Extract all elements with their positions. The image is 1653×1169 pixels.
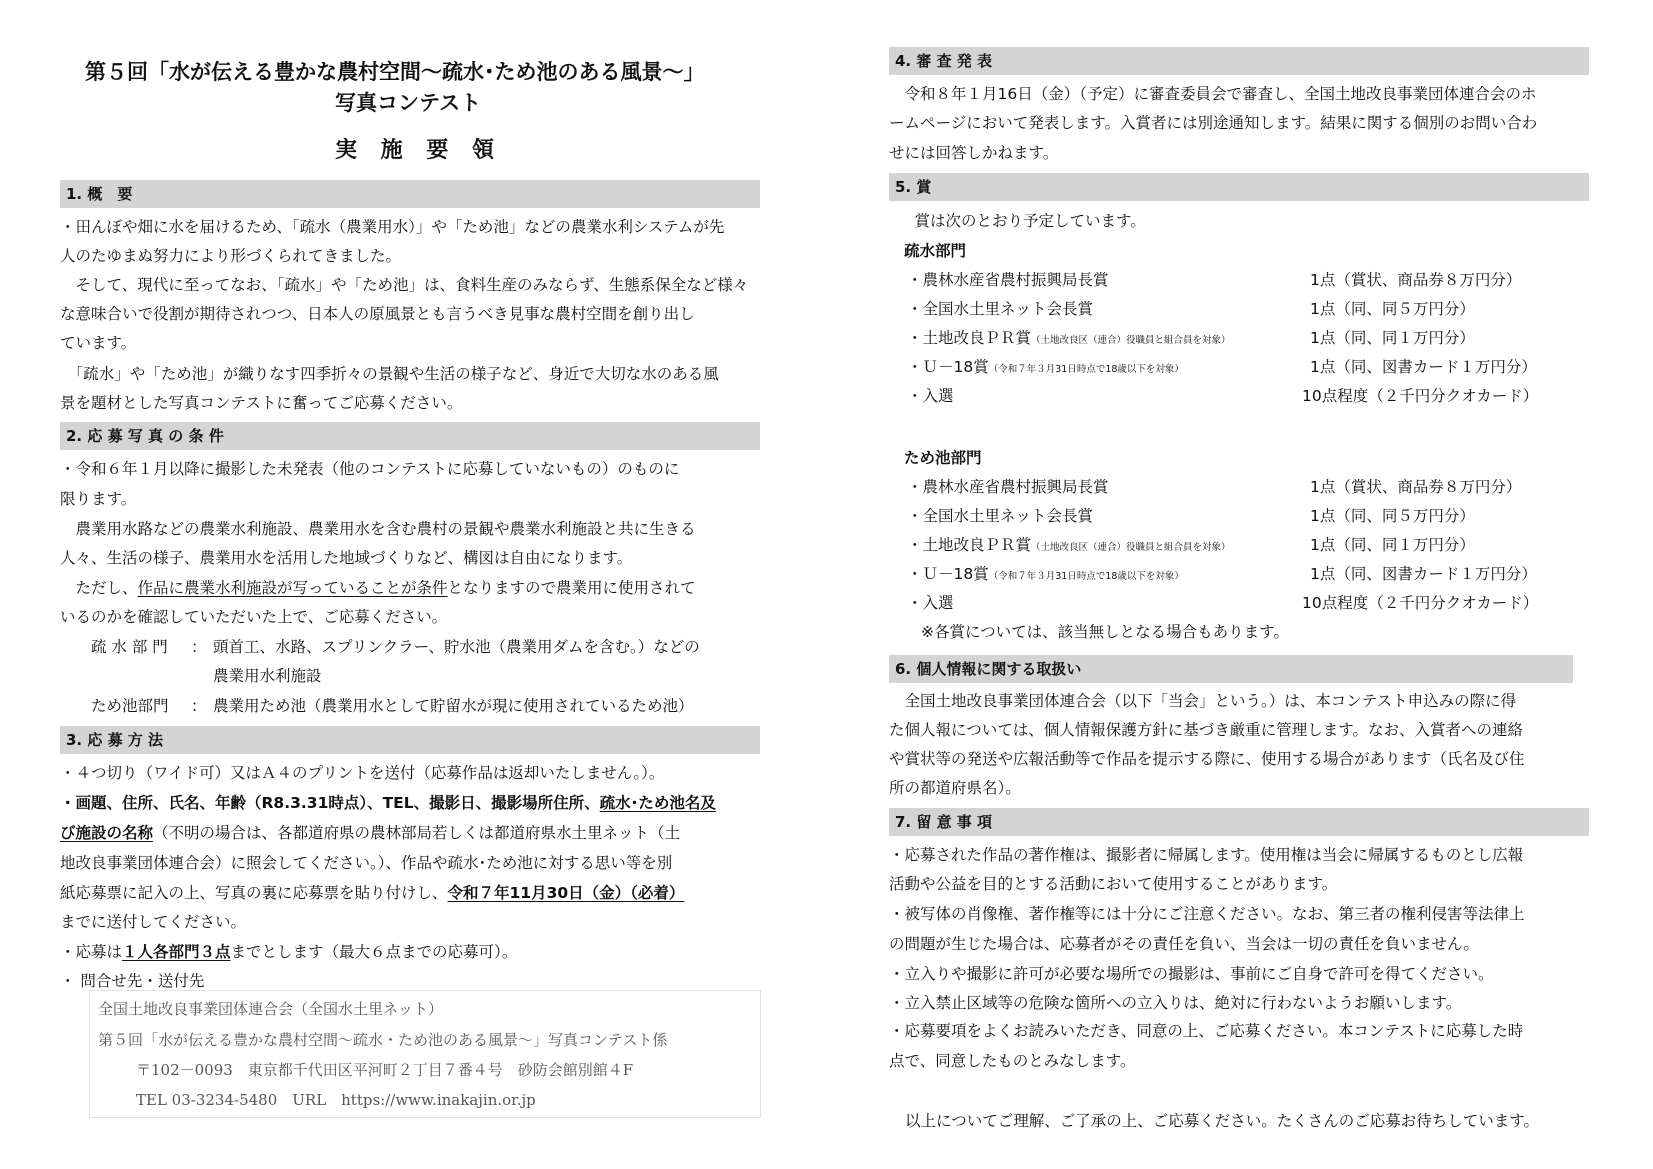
prize-row: ・農林水産省農村振興局長賞 1点（賞状、商品券８万円分） bbox=[907, 478, 1522, 496]
prize-row: ・土地改良ＰＲ賞（土地改良区（連合）役職員と組合員を対象） 1点（同、同１万円分） bbox=[907, 329, 1475, 347]
prize-group-sosui: 疏水部門 bbox=[904, 242, 967, 260]
s1-line: ています。 bbox=[60, 334, 137, 352]
prize-row: ・入選 10点程度（２千円分クオカード） bbox=[907, 387, 1539, 405]
dept-colon: ： bbox=[191, 638, 207, 656]
s4-line: 令和８年１月16日（金）（予定）に審査委員会で審査し、全国土地改良事業団体連合会のホ bbox=[889, 85, 1537, 103]
s7-line: 活動や公益を目的とする活動において使用することがあります。 bbox=[889, 875, 1338, 893]
title-line-2: 写真コンテスト bbox=[335, 91, 482, 115]
s5-intro: 賞は次のとおり予定しています。 bbox=[899, 212, 1146, 230]
s2-line: いるのかを確認していただいた上で、ご応募ください。 bbox=[60, 608, 448, 626]
s6-line: や賞状等の発送や広報活動等で作品を提示する際に、使用する場合があります（氏名及び住 bbox=[889, 750, 1525, 768]
title-line-1: 第５回「水が伝える豊かな農村空間～疏水･ため池のある風景～」 bbox=[85, 60, 705, 84]
section-3-heading: 3. 応 募 方 法 bbox=[60, 726, 760, 754]
s7-line: の問題が生じた場合は、応募者がその責任を負い、当会は一切の責任を負いません。 bbox=[889, 935, 1479, 953]
s3-line: ・画題、住所、氏名、年齢（R8.3.31時点）、TEL、撮影日、撮影場所住所、疏水･ため池名及 bbox=[60, 794, 716, 812]
address-postal: 〒102－0093 東京都千代田区平河町２丁目７番４号 砂防会館別館４F bbox=[136, 1061, 634, 1079]
dept-sosui-row-2: 農業用水利施設 bbox=[213, 667, 322, 685]
section-6-heading: 6. 個人情報に関する取扱い bbox=[889, 655, 1573, 683]
s3-line: ・４つ切り（ワイド可）又はＡ４のプリントを送付（応募作品は返却いたしません。）。 bbox=[60, 764, 665, 782]
dept-colon: ： bbox=[191, 697, 207, 715]
s1-line: 人のたゆまぬ努力により形づくられてきました。 bbox=[60, 247, 402, 265]
prize-footnote: ※各賞については、該当無しとなる場合もあります。 bbox=[921, 623, 1289, 641]
s3-line: び施設の名称（不明の場合は、各都道府県の農林部局若しくは都道府県水土里ネット（土 bbox=[60, 824, 681, 842]
deadline: 令和７年11月30日（金）（必着） bbox=[447, 884, 685, 902]
s7-line: ・立入禁止区域等の危険な箇所への立入りは、絶対に行わないようお願いします。 bbox=[889, 994, 1462, 1012]
address-contact: TEL 03-3234-5480 URL https://www.inakajin.or.jp bbox=[136, 1091, 536, 1109]
prize-row: ・Ｕ－18賞（令和７年３月31日時点で18歳以下を対象） 1点（同、図書カード１万円分） bbox=[907, 565, 1537, 583]
section-1-heading: 1. 概 要 bbox=[60, 180, 760, 208]
s6-line: 全国土地改良事業団体連合会（以下「当会」という。）は、本コンテスト申込みの際に得 bbox=[889, 692, 1517, 710]
condition-underlined: 作品に農業水利施設が写っていることが条件 bbox=[137, 579, 448, 597]
s2-line: 農業用水路などの農業水利施設、農業用水を含む農村の景観や農業水利施設と共に生きる bbox=[60, 520, 696, 538]
prize-group-tameike: ため池部門 bbox=[904, 449, 982, 467]
s6-line: 所の都道府県名）。 bbox=[889, 779, 1021, 797]
section-5-heading: 5. 賞 bbox=[889, 173, 1589, 201]
s1-line: そして、現代に至ってなお、「疏水」や「ため池」は、食料生産のみならず、生態系保全など様々 bbox=[60, 276, 749, 294]
s2-line-conditions: ただし、作品に農業水利施設が写っていることが条件となりますので農業用に使用されて bbox=[60, 579, 696, 597]
s3-line-deadline: 紙応募票に記入の上、写真の裏に応募票を貼り付けし、令和７年11月30日（金）（必着） bbox=[60, 884, 685, 902]
section-4-heading: 4. 審 査 発 表 bbox=[889, 47, 1589, 75]
s7-line: ・応募要項をよくお読みいただき、同意の上、ご応募ください。本コンテストに応募した時 bbox=[889, 1022, 1524, 1040]
s7-line: 点で、同意したものとみなします。 bbox=[889, 1052, 1136, 1070]
closing-message: 以上についてご理解、ご了承の上、ご応募ください。たくさんのご応募お待ちしています。 bbox=[905, 1112, 1539, 1130]
prize-row: ・農林水産省農村振興局長賞 1点（賞状、商品券８万円分） bbox=[907, 271, 1522, 289]
s7-line: ・立入りや撮影に許可が必要な場所での撮影は、事前にご自身で許可を得てください。 bbox=[889, 965, 1494, 983]
s3-line: までに送付してください。 bbox=[60, 913, 247, 931]
dept-sosui-text: 頭首工、水路、スプリンクラー、貯水池（農業用ダムを含む。）などの bbox=[213, 638, 700, 656]
s3-line-contact-heading: ・ 問合せ先・送付先 bbox=[60, 972, 205, 990]
address-box bbox=[89, 990, 761, 1118]
s2-line: 限ります。 bbox=[60, 490, 137, 508]
s2-line: 人々、生活の様子、農業用水を活用した地域づくりなど、構図は自由になります。 bbox=[60, 549, 633, 567]
s1-line: な意味合いで役割が期待されつつ、日本人の原風景とも言うべき見事な農村空間を創り出し bbox=[60, 305, 695, 323]
dept-sosui-label: 疏 水 部 門 bbox=[91, 638, 168, 656]
section-2-heading: 2. 応 募 写 真 の 条 件 bbox=[60, 422, 760, 450]
s7-line: ・応募された作品の著作権は、撮影者に帰属します。使用権は当会に帰属するものとし広報 bbox=[889, 846, 1524, 864]
prize-row: ・入選 10点程度（２千円分クオカード） bbox=[907, 594, 1539, 612]
address-dept: 第５回「水が伝える豊かな農村空間～疏水・ため池のある風景～」写真コンテスト係 bbox=[98, 1031, 668, 1049]
dept-tameike-text: 農業用ため池（農業用水として貯留水が現に使用されているため池） bbox=[213, 697, 694, 715]
s1-line: ・田んぼや畑に水を届けるため、「疏水（農業用水）」や「ため池」などの農業水利システムが先 bbox=[60, 218, 725, 236]
s1-line: 「疏水」や「ため池」が織りなす四季折々の景観や生活の様子など、身近で大切な水のある風 bbox=[60, 365, 719, 383]
s4-line: せには回答しかねます。 bbox=[889, 144, 1059, 162]
address-org: 全国土地改良事業団体連合会（全国水土里ネット） bbox=[98, 1000, 444, 1018]
title-line-3: 実 施 要 領 bbox=[335, 138, 502, 163]
s3-line: 地改良事業団体連合会）に照会してください。）、作品や疏水･ため池に対する思い等を別 bbox=[60, 854, 673, 872]
s6-line: た個人報については、個人情報保護方針に基づき厳重に管理します。なお、入賞者への連絡 bbox=[889, 721, 1523, 739]
s1-line: 景を題材とした写真コンテストに奮ってご応募ください。 bbox=[60, 394, 463, 412]
section-7-heading: 7. 留 意 事 項 bbox=[889, 808, 1589, 836]
s7-line: ・被写体の肖像権、著作権等には十分にご注意ください。なお、第三者の権利侵害等法律上 bbox=[889, 905, 1525, 923]
s2-line: ・令和６年１月以降に撮影した未発表（他のコンテストに応募していないもの）のものに bbox=[60, 460, 680, 478]
dept-tameike-label: ため池部門 bbox=[91, 697, 169, 715]
s3-line-limit: ・応募は１人各部門３点までとします（最大６点までの応募可）。 bbox=[60, 943, 518, 961]
prize-row: ・全国水土里ネット会長賞 1点（同、同５万円分） bbox=[907, 507, 1475, 525]
prize-row: ・Ｕ－18賞（令和７年３月31日時点で18歳以下を対象） 1点（同、図書カード１万円分） bbox=[907, 358, 1537, 376]
prize-row: ・土地改良ＰＲ賞（土地改良区（連合）役職員と組合員を対象） 1点（同、同１万円分） bbox=[907, 536, 1475, 554]
s4-line: ームページにおいて発表します。入賞者には別途通知します。結果に関する個別のお問い合わ bbox=[889, 114, 1538, 132]
prize-row: ・全国水土里ネット会長賞 1点（同、同５万円分） bbox=[907, 300, 1475, 318]
